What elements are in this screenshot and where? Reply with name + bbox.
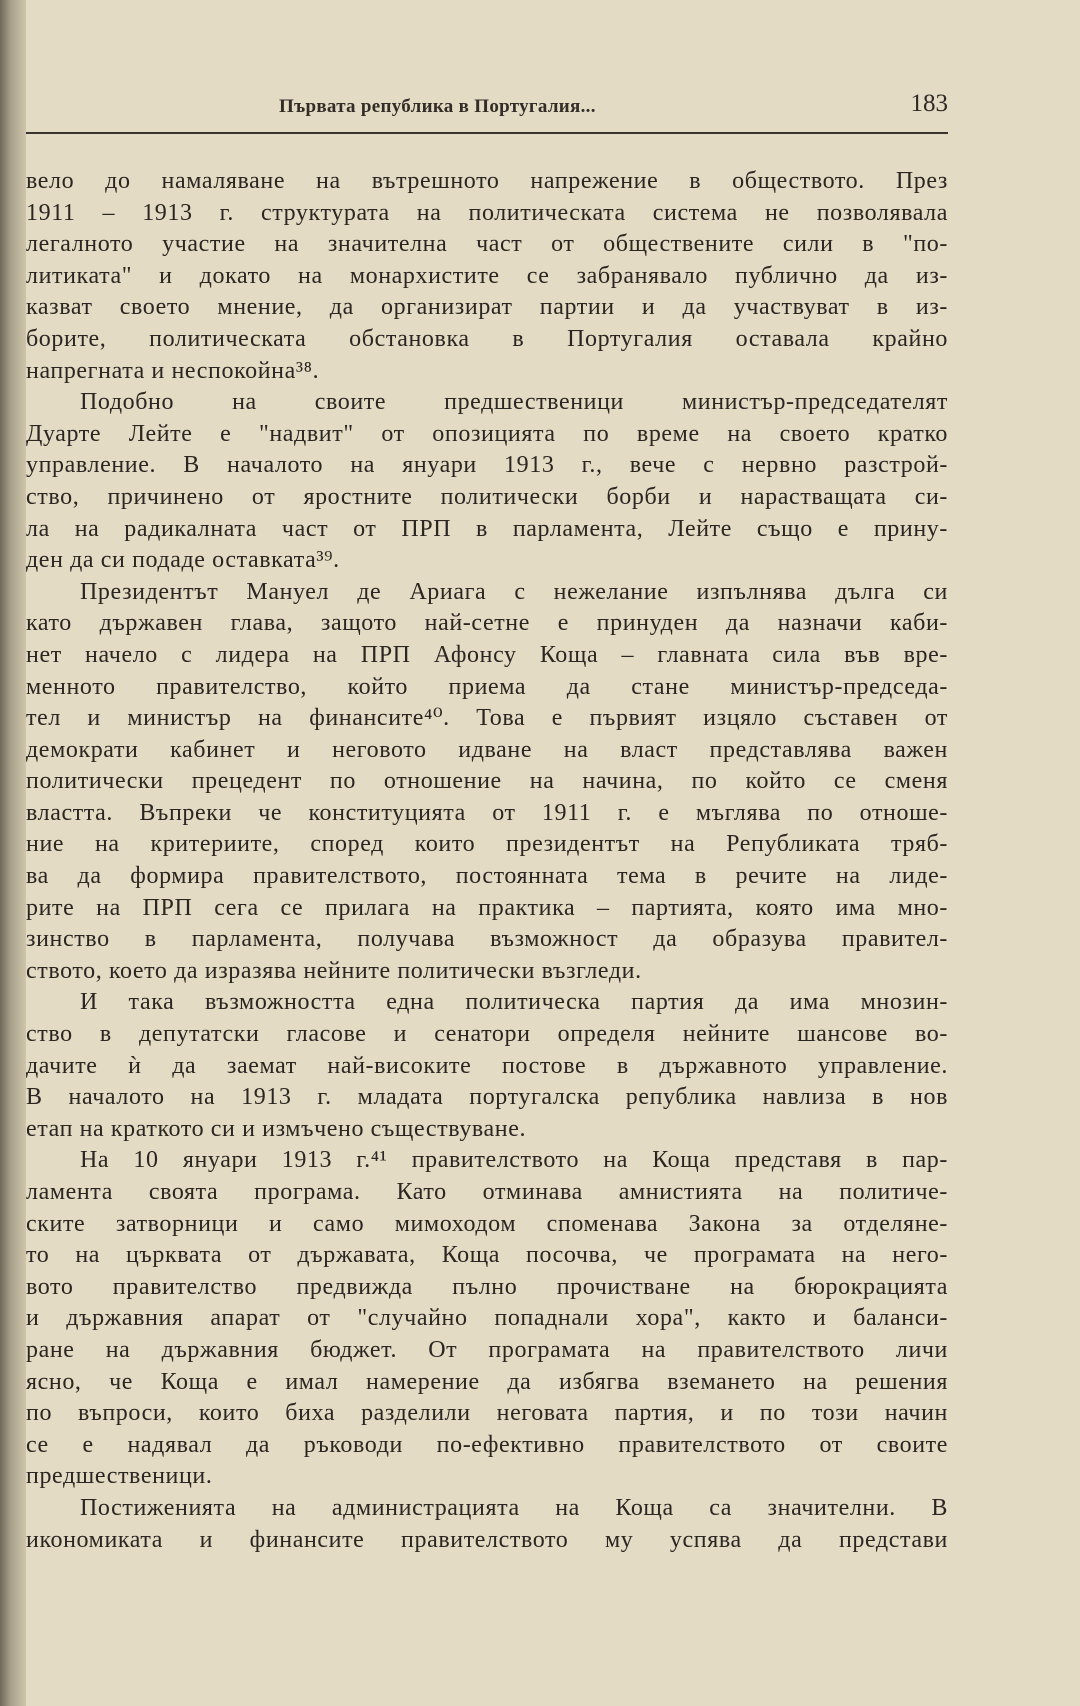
running-title: Първата република в Португалия... xyxy=(279,96,596,117)
text-line: ство в депутатски гласове и сенатори определя нейните шансове во- xyxy=(26,1021,948,1048)
paragraph-first-line: Постиженията на администрацията на Коща са значителни. В xyxy=(80,1494,948,1521)
text-line: тел и министър на финансите⁴⁰. Това е първият изцяло съставен от xyxy=(26,705,948,732)
text-line: ла на радикалната част от ПРП в парламента, Лейте също е прину- xyxy=(26,515,948,542)
text-line: ясно, че Коща е имал намерение да избягва вземането на решения xyxy=(26,1368,948,1395)
text-line: ране на държавния бюджет. От програмата на правителството личи xyxy=(26,1336,948,1363)
text-line: икономиката и финансите правителството му успява да представи xyxy=(26,1526,948,1553)
text-line: дачите ѝ да заемат най-високите постове в държавното управление. xyxy=(26,1052,948,1079)
text-line: ство, причинено от яростните политически борби и нарастващата си- xyxy=(26,483,948,510)
text-line: ламента своята програма. Като отминава амнистията на политиче- xyxy=(26,1179,948,1205)
text-line: рите на ПРП сега се прилага на практика – партията, която има мно- xyxy=(26,894,948,921)
header-rule xyxy=(26,132,948,134)
book-spine-shadow xyxy=(0,0,26,1706)
text-line: демократи кабинет и неговото идване на власт представлява важен xyxy=(26,736,948,763)
text-line: ние на критериите, според които президентът на Републиката тряб- xyxy=(26,831,948,858)
paragraph-first-line: И така възможността една политическа партия да има мнозин- xyxy=(80,989,948,1016)
text-line: като държавен глава, защото най-сетне е принуден да назначи каби- xyxy=(26,610,948,637)
text-line: властта. Въпреки че конституцията от 1911 г. е мъглява по отноше- xyxy=(26,799,948,826)
text-line: В началото на 1913 г. младата португалска република навлиза в нов xyxy=(26,1084,948,1111)
paragraph-first-line: На 10 януари 1913 г.⁴¹ правителството на Коща представя в пар- xyxy=(80,1147,948,1174)
text-line: предшественици. xyxy=(26,1463,213,1490)
text-line: ските затворници и само мимоходом споменава Закона за отделяне- xyxy=(26,1210,948,1237)
text-line: ден да си подаде оставката³⁹. xyxy=(26,547,340,574)
body-text xyxy=(26,166,948,1556)
paragraph-first-line: Подобно на своите предшественици министър-председателят xyxy=(80,389,948,416)
text-line: по въпроси, които биха разделили неговата партия, и по този начин xyxy=(26,1400,948,1427)
text-line: нет начело с лидера на ПРП Афонсу Коща – главната сила във вре- xyxy=(26,641,948,668)
text-line: ството, което да изразява нейните политически възгледи. xyxy=(26,957,642,984)
text-line: етап на краткото си и измъчено съществуване. xyxy=(26,1115,527,1142)
text-line: литиката" и докато на монархистите се забранявало публично да из- xyxy=(26,262,948,289)
text-line: управление. В началото на януари 1913 г., вече с нервно разстрой- xyxy=(26,452,948,479)
paragraph-first-line: Президентът Мануел де Ариага с нежелание изпълнява дълга си xyxy=(80,578,948,605)
text-line: казват своето мнение, да организират партии и да участвуват в из- xyxy=(26,294,948,321)
text-line: Дуарте Лейте е "надвит" от опозицията по време на своето кратко xyxy=(26,420,948,447)
text-line: борите, политическата обстановка в Португалия оставала крайно xyxy=(26,325,948,352)
text-line: и държавния апарат от "случайно попаднали хора", както и баланси- xyxy=(26,1305,948,1332)
text-line: ва да формира правителството, постоянната тема в речите на лиде- xyxy=(26,863,948,890)
text-line: политически прецедент по отношение на начина, по който се сменя xyxy=(26,768,948,795)
text-line: 1911 – 1913 г. структурата на политическата система не позволявала xyxy=(26,199,948,226)
book-page xyxy=(26,0,1080,1706)
text-line: менното правителство, който приема да стане министър-председа- xyxy=(26,673,948,700)
page-header xyxy=(26,92,948,132)
text-line: вото правителство предвижда пълно прочистване на бюрокрацията xyxy=(26,1273,948,1300)
text-line: вело до намаляване на вътрешното напрежение в обществото. През xyxy=(26,168,948,194)
text-line: напрегната и неспокойна³⁸. xyxy=(26,357,320,384)
text-line: се е надявал да ръководи по-ефективно правителството от своите xyxy=(26,1431,948,1458)
page-number: 183 xyxy=(910,90,948,117)
text-line: зинство в парламента, получава възможност да образува правител- xyxy=(26,926,948,953)
text-line: то на църквата от държавата, Коща посочва, че програмата на него- xyxy=(26,1242,948,1269)
text-line: легалното участие на значителна част от обществените сили в "по- xyxy=(26,231,948,258)
